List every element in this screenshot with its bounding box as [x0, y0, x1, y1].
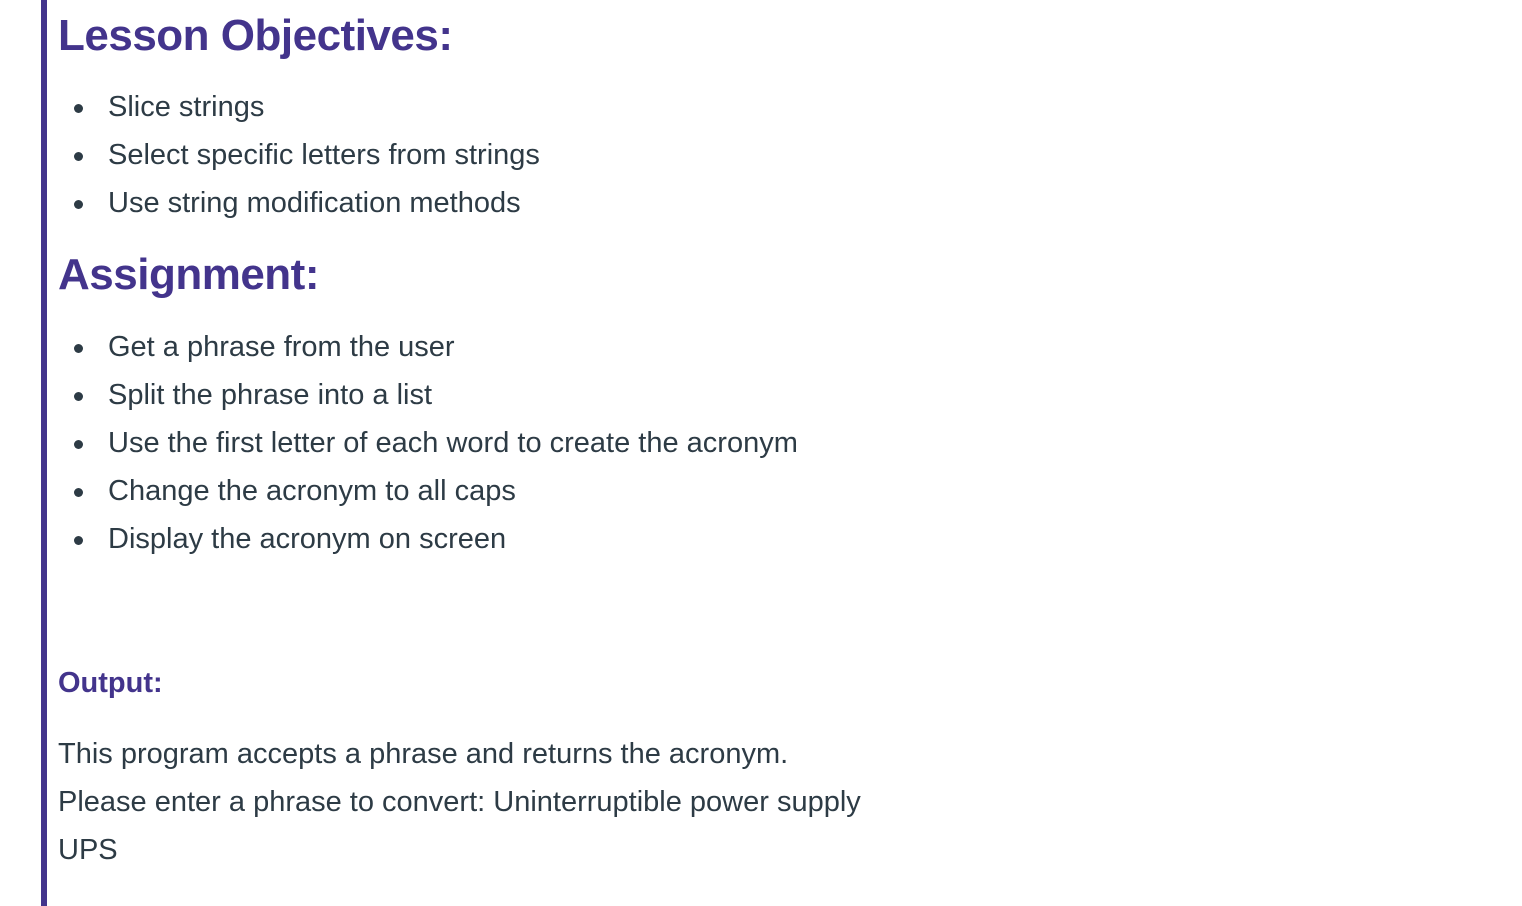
output-heading: Output:	[58, 667, 163, 699]
list-item: Use the first letter of each word to create the acronym	[58, 419, 798, 467]
objectives-list	[58, 83, 540, 227]
assignment-heading: Assignment:	[58, 250, 319, 299]
assignment-list	[58, 323, 798, 563]
objectives-heading: Lesson Objectives:	[58, 11, 453, 60]
output-line: This program accepts a phrase and returns the acronym.	[58, 738, 789, 770]
list-item: Slice strings	[58, 83, 540, 131]
output-block	[58, 730, 861, 874]
list-item: Get a phrase from the user	[58, 323, 798, 371]
list-item: Select specific letters from strings	[58, 131, 540, 179]
output-line: Please enter a phrase to convert: Uninterruptible power supply	[58, 786, 861, 818]
list-item: Split the phrase into a list	[58, 371, 798, 419]
list-item: Display the acronym on screen	[58, 515, 798, 563]
left-accent-bar	[41, 0, 47, 906]
list-item: Change the acronym to all caps	[58, 467, 798, 515]
list-item: Use string modification methods	[58, 179, 540, 227]
output-line: UPS	[58, 834, 118, 866]
